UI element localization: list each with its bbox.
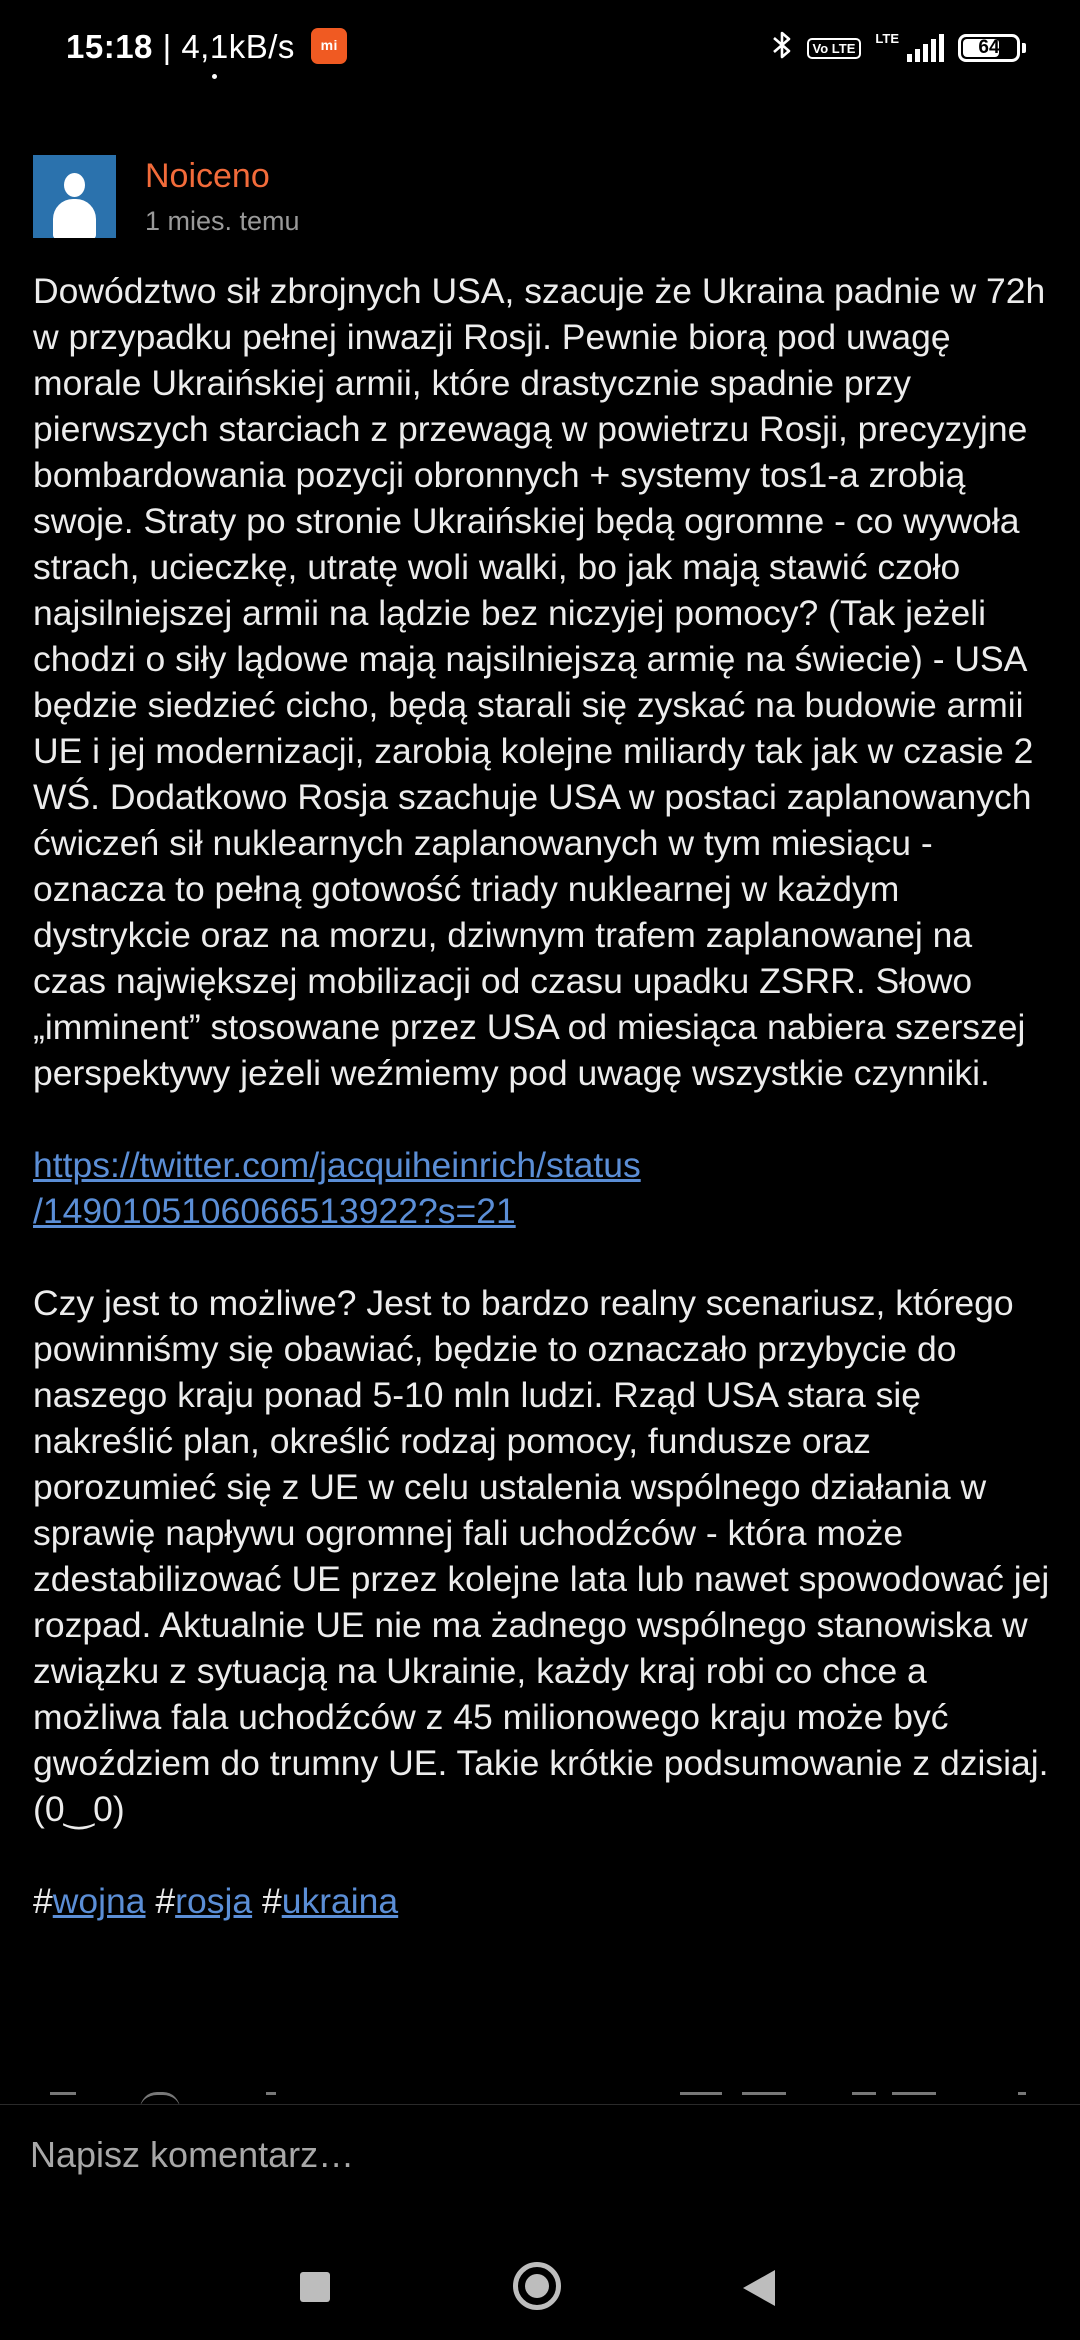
vote-icon[interactable]	[50, 2092, 76, 2104]
bluetooth-icon	[771, 29, 793, 68]
comment-input[interactable]	[28, 2133, 1032, 2177]
post-actions-row	[0, 2090, 1080, 2104]
more-icon[interactable]	[1018, 2092, 1026, 2104]
clock: 15:18	[66, 28, 153, 65]
tag-wojna[interactable]: wojna	[52, 1881, 146, 1921]
post-paragraph-2: Czy jest to możliwe? Jest to bardzo realny scenariusz, którego powinniśmy się obawiać, będzie to oznaczało przybycie do naszego kraju ponad 5-10 mln ludzi. Rząd USA stara się nakreślić plan, określić rodzaj pomocy, fundusze oraz porozumieć się z UE w celu ustalenia wspólnego działania w sprawię napływu ogromnej fali uchodźców - która może zdestabilizować UE przez kolejne lata lub nawet spowodować jej rozpad. Aktualnie UE nie ma żadnego wspólnego stanowiska w związku z sytuacją na Ukrainie, każdy kraj robi co chce a możliwa fala uchodźców z 45 milionowego kraju może być gwoździem do trumny UE. Takie krótkie podsumowanie z dzisiaj. (0‿0)	[33, 1283, 1050, 1829]
system-navbar	[0, 2214, 1080, 2340]
share-icon[interactable]	[852, 2092, 876, 2104]
tag-list: #wojna #rosja #ukraina	[33, 1881, 399, 1921]
avatar[interactable]	[33, 155, 116, 238]
back-icon[interactable]	[743, 2270, 775, 2306]
count-text	[266, 2092, 276, 2104]
comments-icon[interactable]	[680, 2092, 722, 2104]
post-paragraph-1: Dowództwo sił zbrojnych USA, szacuje że Ukraina padnie w 72h w przypadku pełnej inwazji Rosji. Pewnie biorą pod uwagę morale Ukraińskiej armii, które drastycznie spadnie przy pierwszych starciach z przewagą w powietrzu Rosji, precyzyjne bombardowania pozycji obronnych + systemy tos1-a zrobią swoje. Straty po stronie Ukraińskiej będą ogromne - co wywoła strach, ucieczkę, utratę woli walki, bo jak mają stawić czoło najsilniejszej armii na lądzie bez niczyjej pomocy? (Tak jeżeli chodzi o siły lądowe mają najsilniejszą armię na świecie) - USA będzie siedzieć cicho, będą starali się zyskać na budowie armii UE i jej modernizacji, zarobią kolejne miliardy tak jak w czasie 2 WŚ. Dodatkowo Rosja szachuje USA w postaci zaplanowanych ćwiczeń sił nuklearnych zaplanowanych w tym miesiącu - oznacza to pełną gotowość triady nuklearnej w każdym dystrykcie oraz na morzu, dziwnym trafem zaplanowanej na czas największej mobilizacji od czasu upadku ZSRR. Słowo „imminent” stosowane przez USA od miesiąca nabiera szerszej perspektywy jeżeli weźmiemy pod uwagę wszystkie czynniki.	[33, 271, 1046, 1093]
battery-icon	[958, 34, 1020, 62]
twitter-link[interactable]: https://twitter.com/jacquiheinrich/status /1490105106066513922?s=21	[33, 1145, 641, 1231]
notification-dot	[212, 74, 217, 79]
post-link-block	[33, 1142, 1053, 1234]
mi-app-icon	[311, 28, 347, 64]
recents-icon[interactable]	[300, 2272, 330, 2302]
like-icon[interactable]	[140, 2092, 180, 2104]
volte-icon: Vo LTE	[807, 38, 862, 59]
status-time-speed	[66, 28, 347, 66]
post-body	[33, 268, 1053, 1970]
comments-count	[742, 2092, 786, 2104]
lte-label: LTE	[875, 30, 899, 46]
battery-level: 64	[978, 37, 1000, 58]
tag-ukraina[interactable]: ukraina	[281, 1881, 399, 1921]
tag-rosja[interactable]: rosja	[175, 1881, 253, 1921]
separator: |	[152, 28, 182, 65]
post-time: 1 mies. temu	[145, 206, 300, 236]
emoticon: (0‿0)	[33, 1789, 125, 1829]
signal-icon	[907, 34, 944, 62]
comment-bar	[0, 2104, 1080, 2215]
home-icon[interactable]	[513, 2262, 561, 2310]
author-name[interactable]: Noiceno	[145, 157, 270, 195]
status-icons	[771, 28, 1020, 68]
network-speed: 4,1kB/s	[181, 28, 295, 65]
share-count	[892, 2092, 936, 2104]
status-bar	[0, 0, 1080, 96]
